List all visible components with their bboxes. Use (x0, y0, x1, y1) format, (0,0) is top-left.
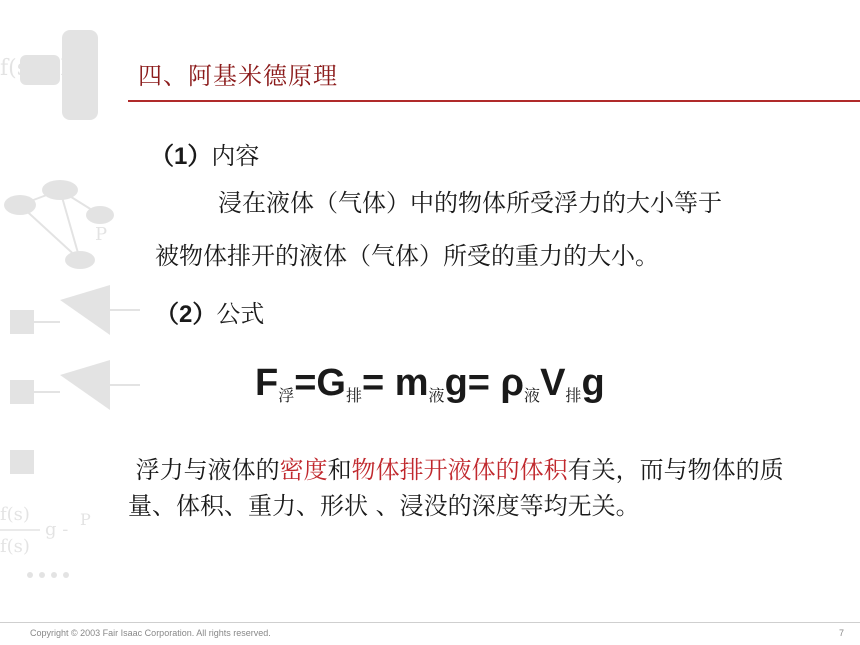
footer-copyright: Copyright © 2003 Fair Isaac Corporation. All rights reserved. (30, 628, 271, 638)
formula-subscript: 液 (428, 386, 445, 405)
content-line-2: 被物体排开的液体（气体）所受的重力的大小。 (155, 242, 659, 270)
formula-subscript: 排 (565, 386, 582, 405)
buoyancy-formula (255, 362, 605, 406)
note-paragraph (128, 452, 828, 524)
formula-text: F (255, 362, 279, 404)
svg-text:f(s): f(s) (0, 56, 37, 81)
section-label: 内容 (211, 142, 260, 170)
note-text: 和 (327, 456, 352, 484)
section-number: （1） (150, 143, 212, 170)
title-underline (128, 100, 860, 102)
section-content-heading (150, 136, 259, 171)
formula-text: g= ρ (444, 362, 525, 404)
formula-text: =G (294, 362, 346, 404)
note-text: 浮力与液体的 (135, 456, 280, 484)
note-text: 有关，而与物体的质量、体积、重力、形状 、浸没的深度等均无关。 (128, 456, 784, 520)
svg-text:P: P (60, 56, 75, 81)
note-highlight-volume: 物体排开液体的体积 (351, 456, 568, 484)
section-number: （2） (155, 301, 217, 328)
footer-divider (0, 622, 860, 623)
page-number: 7 (838, 628, 844, 638)
svg-text:g -: g - (45, 519, 69, 540)
content-line-1: 浸在液体（气体）中的物体所受浮力的大小等于 (218, 189, 722, 217)
formula-text: g (581, 362, 605, 404)
formula-subscript: 浮 (278, 386, 295, 405)
slide-title: 四、阿基米德原理 (138, 62, 338, 90)
section-label: 公式 (216, 300, 265, 328)
svg-text:f(s): f(s) (0, 536, 30, 557)
formula-text: = m (362, 362, 429, 404)
section-formula-heading (155, 294, 264, 329)
svg-text:P: P (80, 510, 91, 529)
formula-subscript: 排 (345, 386, 362, 405)
formula-subscript: 液 (524, 386, 541, 405)
svg-text:f(s): f(s) (0, 504, 30, 525)
svg-text:P: P (95, 224, 108, 245)
formula-text: V (540, 362, 566, 404)
note-highlight-density: 密度 (279, 456, 328, 484)
